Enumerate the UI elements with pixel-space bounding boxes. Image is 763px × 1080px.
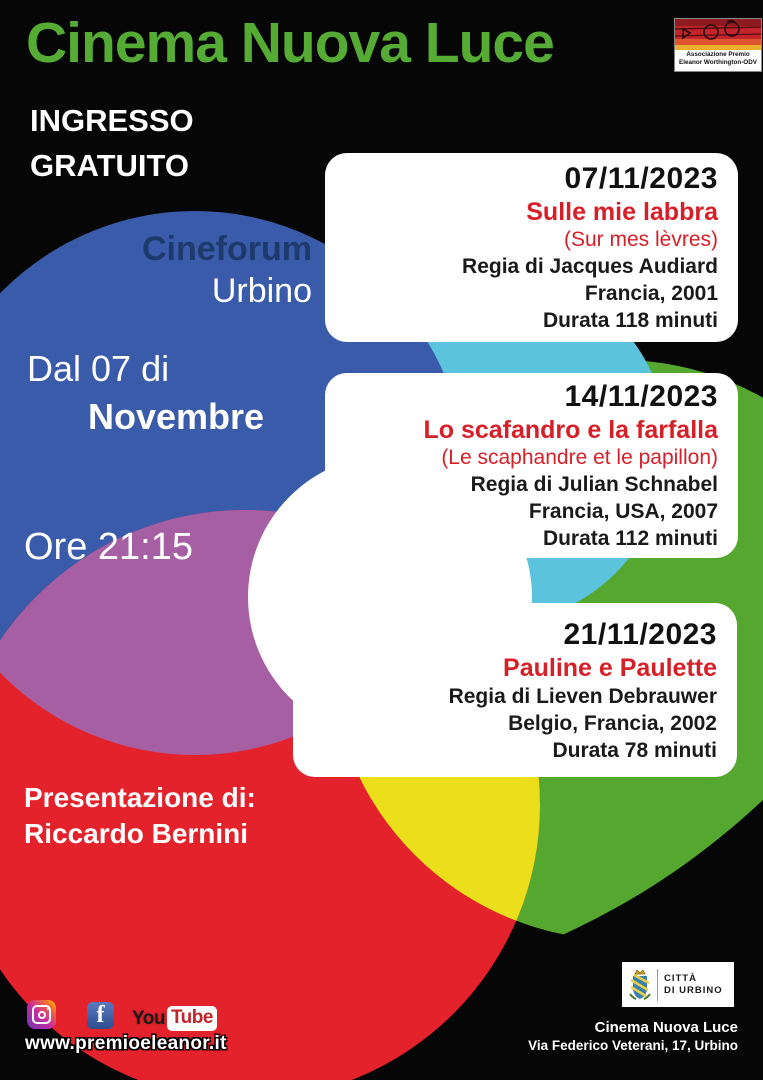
free-entry-label: INGRESSO GRATUITO [30, 103, 194, 183]
start-date-line2: Novembre [88, 396, 265, 437]
city-crest-icon [628, 968, 652, 1002]
association-logo-art [675, 19, 761, 50]
start-date-line1: Dal 07 di [27, 348, 170, 389]
film-country-year: Francia, 2001 [584, 282, 718, 305]
city-logo [622, 962, 734, 1007]
city-logo-text: CITTÀ DI URBINO [664, 972, 723, 996]
instagram-camera-glyph [32, 1005, 51, 1024]
presenter-label: Presentazione di: [24, 782, 256, 813]
film-country-year: Francia, USA, 2007 [528, 500, 718, 523]
presenter-name: Riccardo Bernini [24, 818, 249, 849]
youtube-you-text: You [132, 1007, 165, 1029]
cineforum-series-label: Cineforum [142, 230, 312, 268]
cineforum-block [60, 228, 312, 312]
screening-date: 14/11/2023 [564, 380, 718, 413]
film-title: Pauline e Paulette [503, 653, 717, 682]
facebook-f-glyph: f [96, 1002, 105, 1028]
film-duration: Durata 78 minuti [552, 738, 717, 762]
screening-card [325, 153, 738, 342]
page-title: Cinema Nuova Luce [26, 11, 554, 75]
screening-card [293, 603, 737, 777]
youtube-icon[interactable] [132, 1006, 217, 1031]
association-name: Associazione Premio Eleanor Worthington-ODV [679, 51, 757, 66]
film-title: Sulle mie labbra [526, 198, 718, 226]
instagram-icon[interactable] [27, 1000, 56, 1029]
screening-date: 21/11/2023 [563, 617, 717, 651]
film-country-year: Belgio, Francia, 2002 [508, 711, 717, 735]
screening-time: Ore 21:15 [24, 526, 193, 568]
youtube-tube-text: Tube [167, 1006, 217, 1031]
cineforum-city-label: Urbino [211, 272, 312, 310]
city-logo-divider [657, 969, 658, 1001]
film-title: Lo scafandro e la farfalla [423, 416, 718, 444]
website-link[interactable]: www.premioeleanor.it [25, 1033, 227, 1054]
film-director: Regia di Julian Schnabel [470, 473, 718, 496]
screening-card [325, 373, 738, 558]
association-logo [674, 18, 762, 72]
venue-address: Via Federico Veterani, 17, Urbino [528, 1038, 738, 1053]
presenter-block [24, 780, 256, 852]
venue-block [528, 1018, 738, 1054]
film-original-title: (Sur mes lèvres) [563, 228, 718, 251]
film-duration: Durata 118 minuti [542, 309, 718, 332]
film-duration: Durata 112 minuti [542, 527, 718, 550]
screening-date: 07/11/2023 [564, 162, 718, 195]
venue-name: Cinema Nuova Luce [594, 1019, 738, 1036]
film-director: Regia di Lieven Debrauwer [448, 684, 717, 708]
film-director: Regia di Jacques Audiard [462, 255, 718, 278]
facebook-icon[interactable] [87, 1002, 114, 1029]
film-original-title: (Le scaphandre et le papillon) [441, 446, 718, 469]
